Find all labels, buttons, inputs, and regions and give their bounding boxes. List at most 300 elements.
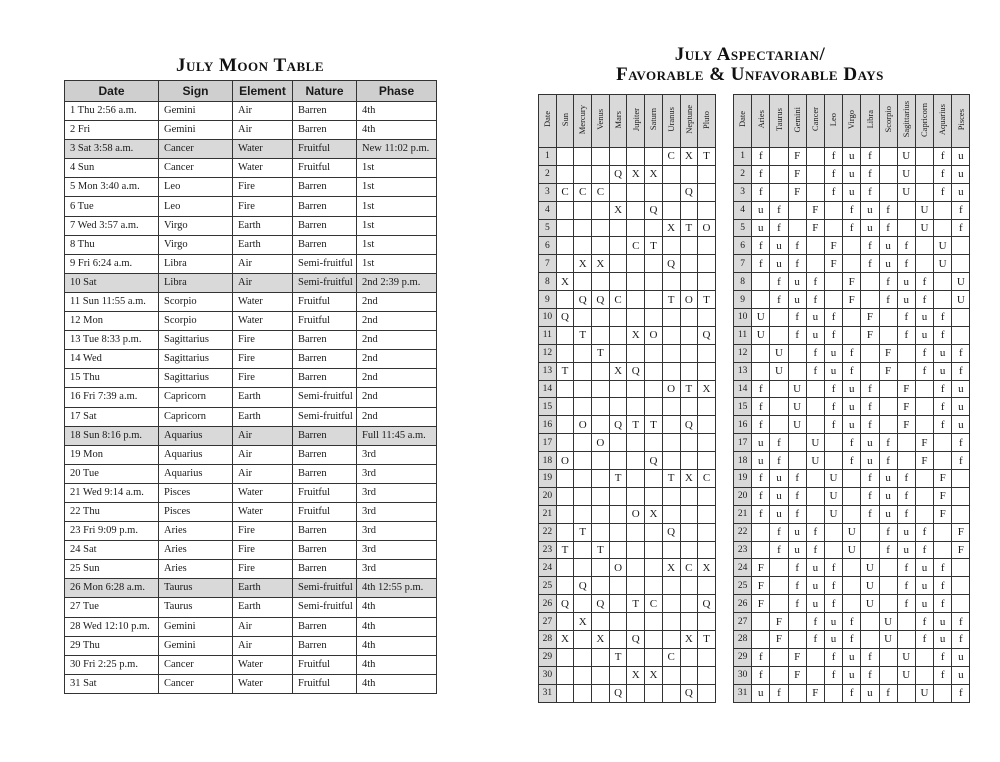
aspect-cell: f (879, 684, 897, 702)
column-header-label: Capricorn (919, 102, 930, 137)
table-row (734, 452, 970, 470)
aspect-cell (556, 201, 574, 219)
aspect-cell (645, 309, 663, 327)
aspect-cell (609, 273, 627, 291)
aspect-cell: f (824, 165, 842, 183)
aspect-cell (806, 487, 824, 505)
cell-nature: Barren (293, 178, 357, 197)
cell-nature: Fruitful (293, 292, 357, 311)
cell-nature: Fruitful (293, 159, 357, 178)
column-header-label: Jupiter (630, 107, 641, 132)
aspect-cell: u (843, 148, 861, 166)
aspect-cell (592, 684, 610, 702)
aspect-cell: U (824, 487, 842, 505)
aspect-cell (680, 541, 698, 559)
aspect-cell (627, 344, 645, 362)
aspect-cell (788, 613, 806, 631)
cell-element: Air (233, 636, 293, 655)
aspect-cell (915, 487, 933, 505)
cell-element: Earth (233, 407, 293, 426)
aspect-cell (609, 255, 627, 273)
favorable-days-table (733, 94, 970, 703)
aspect-cell: X (645, 505, 663, 523)
aspect-cell (680, 165, 698, 183)
aspect-cell: Q (609, 416, 627, 434)
aspect-cell: f (897, 470, 915, 488)
aspect-cell: F (843, 273, 861, 291)
table-row (539, 201, 716, 219)
aspect-cell (861, 631, 879, 649)
aspect-cell (645, 380, 663, 398)
table-row (734, 648, 970, 666)
aspect-cell (609, 541, 627, 559)
aspect-cell: C (680, 559, 698, 577)
aspect-cell: u (915, 577, 933, 595)
aspect-cell: f (879, 201, 897, 219)
cell-date: 9 Fri 6:24 a.m. (65, 254, 159, 273)
aspect-cell: u (806, 559, 824, 577)
aspect-cell: f (843, 362, 861, 380)
aspect-cell (952, 255, 970, 273)
aspect-cell: f (952, 631, 970, 649)
cell-sign: Capricorn (159, 407, 233, 426)
date-cell: 19 (734, 470, 752, 488)
aspect-cell: X (698, 559, 716, 577)
cell-date: 11 Sun 11:55 a.m. (65, 292, 159, 311)
aspect-cell: X (645, 165, 663, 183)
aspect-cell (627, 523, 645, 541)
aspect-cell (645, 183, 663, 201)
column-header (734, 95, 752, 148)
aspect-cell (574, 452, 592, 470)
date-cell: 10 (539, 309, 557, 327)
aspect-cell (952, 309, 970, 327)
aspect-cell: U (952, 291, 970, 309)
aspect-cell: U (879, 631, 897, 649)
aspect-cell (843, 505, 861, 523)
aspect-cell: u (770, 255, 788, 273)
aspect-cell (609, 505, 627, 523)
aspect-cell (609, 309, 627, 327)
column-header (680, 95, 698, 148)
aspect-cell: f (752, 255, 770, 273)
aspect-cell (592, 237, 610, 255)
aspect-cell: C (662, 148, 680, 166)
aspect-cell: U (952, 273, 970, 291)
aspect-cell: X (662, 219, 680, 237)
aspect-cell: u (770, 237, 788, 255)
table-row (65, 331, 437, 350)
aspect-cell (915, 165, 933, 183)
aspect-cell: Q (680, 416, 698, 434)
table-row (734, 344, 970, 362)
aspect-cell: C (574, 183, 592, 201)
cell-element: Fire (233, 331, 293, 350)
aspect-cell (770, 398, 788, 416)
column-header-label: Cancer (810, 107, 821, 132)
aspect-cell (770, 183, 788, 201)
aspect-cell: X (680, 470, 698, 488)
aspect-cell (592, 577, 610, 595)
aspect-cell (952, 577, 970, 595)
aspect-cell (698, 487, 716, 505)
table-row (539, 309, 716, 327)
aspect-cell: f (861, 648, 879, 666)
aspect-cell (897, 613, 915, 631)
aspect-cell: f (915, 631, 933, 649)
cell-phase: 4th (357, 102, 437, 121)
column-header-label: Leo (828, 112, 839, 127)
column-header (824, 95, 842, 148)
aspect-cell: f (897, 255, 915, 273)
table-row (734, 255, 970, 273)
cell-nature: Semi-fruitful (293, 598, 357, 617)
aspect-cell: f (952, 201, 970, 219)
aspect-cell: Q (627, 362, 645, 380)
table-row (65, 312, 437, 331)
cell-date: 27 Tue (65, 598, 159, 617)
cell-nature: Barren (293, 617, 357, 636)
table-row (539, 416, 716, 434)
aspect-cell: u (824, 362, 842, 380)
aspect-cell: f (861, 505, 879, 523)
aspect-cell (556, 148, 574, 166)
aspect-cell: F (788, 183, 806, 201)
aspects-header-row (539, 95, 716, 148)
table-row (65, 350, 437, 369)
aspect-cell: u (843, 666, 861, 684)
aspect-cell: f (879, 291, 897, 309)
aspect-cell: O (662, 380, 680, 398)
aspect-cell (879, 183, 897, 201)
aspect-cell (627, 309, 645, 327)
aspect-cell: U (879, 613, 897, 631)
aspect-cell: T (609, 470, 627, 488)
cell-date: 14 Wed (65, 350, 159, 369)
aspect-cell: U (897, 148, 915, 166)
table-row (539, 523, 716, 541)
cell-nature: Semi-fruitful (293, 254, 357, 273)
cell-date: 30 Fri 2:25 p.m. (65, 655, 159, 674)
aspect-cell: f (752, 183, 770, 201)
aspect-cell (592, 505, 610, 523)
column-header (574, 95, 592, 148)
aspect-cell: Q (645, 201, 663, 219)
aspect-cell (609, 326, 627, 344)
aspect-cell (556, 523, 574, 541)
aspect-cell (645, 541, 663, 559)
table-row (65, 541, 437, 560)
aspect-cell (592, 559, 610, 577)
aspect-cell: T (645, 416, 663, 434)
aspect-cell: u (952, 398, 970, 416)
cell-element: Earth (233, 216, 293, 235)
date-cell: 26 (734, 595, 752, 613)
aspect-cell (556, 416, 574, 434)
date-cell: 17 (734, 434, 752, 452)
aspect-cell: U (915, 219, 933, 237)
date-cell: 3 (539, 183, 557, 201)
table-row (65, 483, 437, 502)
column-header: Phase (357, 81, 437, 102)
aspect-cell: F (770, 613, 788, 631)
aspect-cell (574, 344, 592, 362)
cell-element: Water (233, 502, 293, 521)
aspect-cell: T (698, 291, 716, 309)
table-row (539, 344, 716, 362)
aspect-cell (680, 326, 698, 344)
aspect-cell: F (824, 237, 842, 255)
aspect-cell: u (770, 470, 788, 488)
table-row (65, 216, 437, 235)
aspect-cell: f (915, 344, 933, 362)
aspect-cell: f (843, 684, 861, 702)
aspect-cell (861, 273, 879, 291)
cell-phase: 1st (357, 197, 437, 216)
aspect-cell: C (662, 648, 680, 666)
aspect-cell (609, 183, 627, 201)
cell-phase: 2nd (357, 350, 437, 369)
date-cell: 27 (734, 613, 752, 631)
aspect-cell (574, 362, 592, 380)
cell-phase: 4th (357, 655, 437, 674)
aspect-cell (879, 577, 897, 595)
aspect-cell: f (806, 362, 824, 380)
table-row (734, 219, 970, 237)
aspect-cell: f (806, 273, 824, 291)
aspect-cell: f (861, 666, 879, 684)
aspect-cell: u (770, 505, 788, 523)
aspect-cell (627, 183, 645, 201)
table-row (539, 434, 716, 452)
aspect-cell (806, 505, 824, 523)
aspect-cell: F (843, 291, 861, 309)
aspect-cell (556, 487, 574, 505)
aspect-cell: O (645, 326, 663, 344)
aspect-cell: f (770, 219, 788, 237)
aspect-cell: f (934, 183, 952, 201)
aspect-cell: u (752, 684, 770, 702)
aspect-cell: Q (680, 684, 698, 702)
aspect-cell: f (897, 595, 915, 613)
aspect-cell: f (934, 148, 952, 166)
table-row (539, 577, 716, 595)
date-cell: 7 (539, 255, 557, 273)
date-cell: 8 (539, 273, 557, 291)
aspect-cell: F (788, 666, 806, 684)
column-header-label: Gemini (791, 106, 802, 133)
aspect-cell (752, 631, 770, 649)
aspect-cell (556, 326, 574, 344)
aspect-cell (806, 380, 824, 398)
aspect-cell: Q (574, 291, 592, 309)
aspect-cell: f (934, 398, 952, 416)
table-row (734, 595, 970, 613)
table-row (539, 613, 716, 631)
cell-sign: Aries (159, 541, 233, 560)
aspect-cell (698, 666, 716, 684)
cell-nature: Barren (293, 197, 357, 216)
column-header (897, 95, 915, 148)
aspect-cell: U (861, 559, 879, 577)
aspect-cell (592, 326, 610, 344)
cell-nature: Barren (293, 331, 357, 350)
aspect-cell (680, 255, 698, 273)
aspect-cell: F (897, 398, 915, 416)
aspect-cell (609, 237, 627, 255)
aspect-cell: u (879, 255, 897, 273)
aspect-cell (592, 398, 610, 416)
aspect-cell: f (934, 416, 952, 434)
aspect-cell (698, 416, 716, 434)
date-cell: 2 (734, 165, 752, 183)
table-row (734, 613, 970, 631)
aspect-cell: f (843, 434, 861, 452)
table-row (539, 219, 716, 237)
aspect-cell: u (915, 326, 933, 344)
aspect-cell: f (806, 523, 824, 541)
aspect-cell (806, 398, 824, 416)
aspect-cell (592, 165, 610, 183)
aspect-cell (952, 487, 970, 505)
aspect-cell: f (843, 452, 861, 470)
aspect-cell: f (861, 380, 879, 398)
aspect-cell: O (574, 416, 592, 434)
aspect-cell (662, 309, 680, 327)
date-cell: 19 (539, 470, 557, 488)
aspect-cell (662, 237, 680, 255)
cell-element: Fire (233, 197, 293, 216)
aspect-cell: F (915, 452, 933, 470)
cell-sign: Capricorn (159, 388, 233, 407)
cell-phase: 2nd (357, 312, 437, 331)
aspect-cell (627, 470, 645, 488)
aspect-cell (609, 148, 627, 166)
aspect-cell (627, 559, 645, 577)
aspect-cell (556, 577, 574, 595)
aspect-cell (645, 398, 663, 416)
aspect-cell (645, 273, 663, 291)
aspect-cell: T (680, 380, 698, 398)
aspect-cell (952, 559, 970, 577)
aspect-cell (788, 344, 806, 362)
aspect-cell (861, 291, 879, 309)
aspect-cell (934, 541, 952, 559)
date-cell: 23 (539, 541, 557, 559)
aspect-cell: f (752, 505, 770, 523)
aspect-cell (627, 613, 645, 631)
aspect-cell: F (824, 255, 842, 273)
cell-date: 24 Sat (65, 541, 159, 560)
cell-nature: Barren (293, 121, 357, 140)
table-row (734, 577, 970, 595)
moon-table-header-row (65, 81, 437, 102)
aspect-cell (806, 666, 824, 684)
aspect-cell: Q (698, 326, 716, 344)
cell-nature: Barren (293, 369, 357, 388)
cell-sign: Libra (159, 273, 233, 292)
aspect-cell: u (952, 648, 970, 666)
table-row (539, 237, 716, 255)
aspect-cell: f (897, 309, 915, 327)
aspect-cell (556, 165, 574, 183)
date-cell: 28 (539, 631, 557, 649)
aspect-cell (788, 631, 806, 649)
aspect-cell (915, 666, 933, 684)
aspect-cell: U (824, 470, 842, 488)
column-header: Element (233, 81, 293, 102)
aspect-cell (574, 165, 592, 183)
column-header-label: Uranus (665, 107, 676, 132)
aspect-cell: U (915, 201, 933, 219)
aspect-cell (574, 541, 592, 559)
aspect-cell (645, 631, 663, 649)
column-header-label: Date (737, 111, 748, 128)
aspect-cell: U (861, 577, 879, 595)
aspect-cell (592, 148, 610, 166)
aspect-cell (788, 434, 806, 452)
aspect-cell: f (824, 398, 842, 416)
cell-nature: Barren (293, 636, 357, 655)
date-cell: 28 (734, 631, 752, 649)
column-header (752, 95, 770, 148)
table-row (65, 655, 437, 674)
aspect-cell: C (609, 291, 627, 309)
aspect-cell: F (934, 470, 952, 488)
aspect-cell: u (915, 559, 933, 577)
aspect-cell: f (752, 487, 770, 505)
aspect-cell: X (556, 631, 574, 649)
aspect-cell (645, 470, 663, 488)
aspect-cell: f (788, 309, 806, 327)
aspect-cell: f (788, 487, 806, 505)
table-row (539, 255, 716, 273)
cell-phase: 3rd (357, 502, 437, 521)
aspect-cell (645, 434, 663, 452)
cell-sign: Sagittarius (159, 350, 233, 369)
aspect-cell (662, 577, 680, 595)
aspect-cell (609, 631, 627, 649)
table-row (65, 464, 437, 483)
aspect-cell (662, 165, 680, 183)
aspect-cell (574, 148, 592, 166)
table-row (734, 559, 970, 577)
cell-sign: Scorpio (159, 292, 233, 311)
cell-phase: Full 11:45 a.m. (357, 426, 437, 445)
aspect-cell (915, 183, 933, 201)
cell-element: Earth (233, 579, 293, 598)
aspect-cell: u (788, 541, 806, 559)
cell-phase: 2nd (357, 292, 437, 311)
aspect-cell (627, 255, 645, 273)
cell-nature: Barren (293, 522, 357, 541)
aspect-cell (645, 523, 663, 541)
aspect-cell (897, 201, 915, 219)
aspect-cell: f (770, 523, 788, 541)
aspect-cell (609, 666, 627, 684)
aspect-cell (592, 648, 610, 666)
aspect-cell: u (843, 165, 861, 183)
aspect-cell (627, 434, 645, 452)
cell-sign: Taurus (159, 579, 233, 598)
aspect-cell: f (915, 291, 933, 309)
aspect-cell (806, 165, 824, 183)
cell-phase: 2nd (357, 407, 437, 426)
cell-sign: Leo (159, 197, 233, 216)
aspect-cell: f (934, 595, 952, 613)
aspect-cell (662, 416, 680, 434)
aspect-cell (592, 416, 610, 434)
